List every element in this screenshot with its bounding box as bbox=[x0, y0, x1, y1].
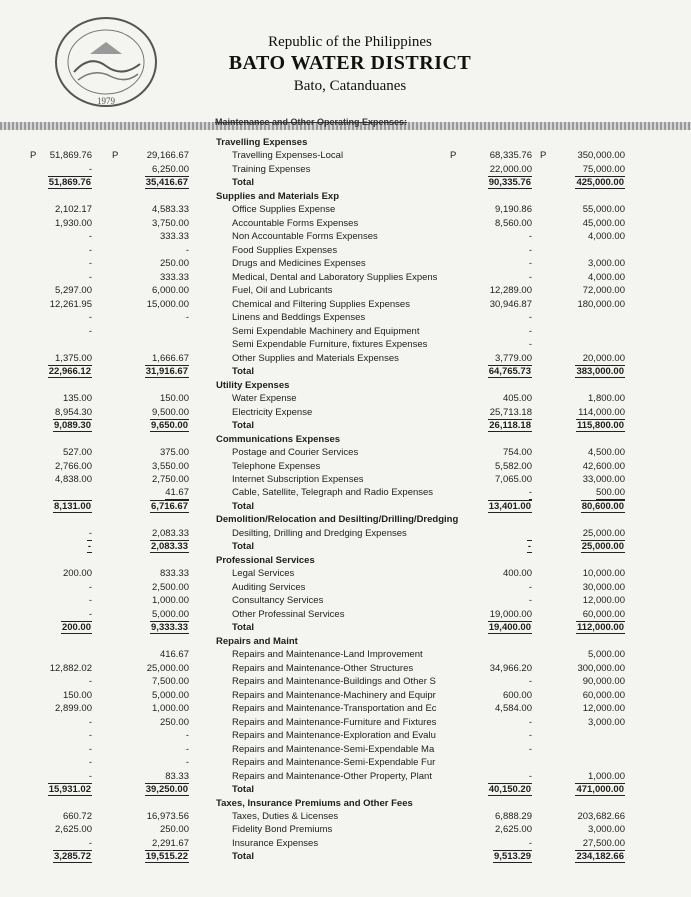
monthly-cell: 6,716.67 bbox=[151, 500, 188, 512]
category-heading-row bbox=[0, 136, 691, 149]
category-heading-row bbox=[0, 379, 691, 392]
budget-cell: 500.00 bbox=[595, 487, 625, 499]
budget-cell: 25,000.00 bbox=[581, 541, 624, 553]
table-row bbox=[0, 608, 691, 621]
actual-current-cell: 90,335.76 bbox=[488, 177, 531, 189]
actual-current-cell: 13,401.00 bbox=[488, 500, 531, 512]
actual-prior-cell: - bbox=[88, 527, 92, 539]
expense-label: Repairs and Maintenance-Furniture and Fixtures bbox=[232, 716, 437, 728]
table-row bbox=[0, 217, 691, 230]
budget-cell: 115,800.00 bbox=[576, 420, 624, 432]
budget-cell: 4,000.00 bbox=[588, 231, 625, 243]
actual-current-cell: 40,150.20 bbox=[488, 784, 531, 796]
actual-prior-cell: 51,869.76 bbox=[48, 177, 91, 189]
actual-prior-cell: - bbox=[88, 608, 92, 620]
category-heading: Taxes, Insurance Premiums and Other Fees bbox=[216, 797, 413, 809]
expense-label: Total bbox=[232, 784, 254, 796]
expense-label: Repairs and Maintenance-Buildings and Other S bbox=[232, 676, 436, 688]
table-row bbox=[0, 527, 691, 540]
monthly-cell: 250.00 bbox=[159, 824, 189, 836]
monthly-cell: 19,515.22 bbox=[145, 851, 188, 863]
budget-cell: 5,000.00 bbox=[588, 649, 625, 661]
expense-label: Other Supplies and Materials Expenses bbox=[232, 352, 399, 364]
actual-prior-cell: 3,285.72 bbox=[54, 851, 91, 863]
actual-current-cell: 19,400.00 bbox=[488, 622, 531, 634]
monthly-cell: 6,000.00 bbox=[152, 285, 189, 297]
monthly-cell: 1,000.00 bbox=[152, 595, 189, 607]
expense-label: Travelling Expenses-Local bbox=[232, 150, 344, 162]
table-row bbox=[0, 716, 691, 729]
table-row bbox=[0, 257, 691, 270]
expense-label: Total bbox=[232, 420, 254, 432]
monthly-cell: 15,000.00 bbox=[146, 298, 189, 310]
monthly-cell: 250.00 bbox=[159, 716, 189, 728]
actual-prior-cell: 200.00 bbox=[62, 568, 92, 580]
actual-current-cell: 34,966.20 bbox=[489, 662, 532, 674]
expense-label: Repairs and Maintenance-Semi-Expendable Ma bbox=[232, 743, 435, 755]
budget-cell: 25,000.00 bbox=[582, 527, 625, 539]
table-row bbox=[0, 203, 691, 216]
table-row bbox=[0, 743, 691, 756]
actual-prior-cell: - bbox=[88, 757, 92, 769]
actual-prior-cell: 8,954.30 bbox=[55, 406, 92, 418]
actual-prior-cell: - bbox=[88, 595, 92, 607]
budget-cell: 425,000.00 bbox=[576, 177, 624, 189]
actual-prior-cell: 12,261.95 bbox=[49, 298, 92, 310]
actual-current-cell: - bbox=[528, 595, 532, 607]
actual-prior-cell: - bbox=[88, 730, 92, 742]
category-heading-row bbox=[0, 635, 691, 648]
monthly-cell: - bbox=[185, 757, 189, 769]
actual-current-cell: - bbox=[528, 581, 532, 593]
monthly-cell: 2,083.33 bbox=[151, 541, 188, 553]
budget-cell: 3,000.00 bbox=[588, 716, 625, 728]
budget-cell: 10,000.00 bbox=[582, 568, 625, 580]
actual-prior-cell: 22,966.12 bbox=[48, 366, 91, 378]
expense-label: Telephone Expenses bbox=[232, 460, 321, 472]
category-heading: Travelling Expenses bbox=[216, 137, 308, 148]
actual-prior-cell: 12,882.02 bbox=[49, 662, 92, 674]
category-heading: Repairs and Maint bbox=[216, 635, 298, 647]
actual-current-cell: 8,560.00 bbox=[495, 217, 532, 229]
expense-label: Total bbox=[232, 177, 254, 189]
expense-label: Fidelity Bond Premiums bbox=[232, 824, 333, 836]
monthly-cell: 1,666.67 bbox=[152, 352, 189, 364]
category-heading-row bbox=[0, 190, 691, 203]
actual-current-cell: 25,713.18 bbox=[489, 406, 532, 418]
actual-current-cell: - bbox=[528, 244, 532, 256]
monthly-cell: 4,583.33 bbox=[152, 204, 189, 216]
expense-label: Training Expenses bbox=[232, 163, 311, 175]
total-row bbox=[0, 621, 691, 634]
actual-current-cell: 64,765.73 bbox=[488, 366, 531, 378]
monthly-cell: 5,000.00 bbox=[152, 689, 189, 701]
budget-cell: 55,000.00 bbox=[582, 204, 625, 216]
table-row bbox=[0, 244, 691, 257]
actual-current-cell: - bbox=[528, 339, 532, 351]
actual-current-cell: 2,625.00 bbox=[495, 824, 532, 836]
expense-label: Repairs and Maintenance-Other Property, Plant bbox=[232, 770, 432, 782]
table-row bbox=[0, 702, 691, 715]
total-row bbox=[0, 540, 691, 553]
budget-cell: 30,000.00 bbox=[582, 581, 625, 593]
table-row bbox=[0, 756, 691, 769]
table-row bbox=[0, 284, 691, 297]
monthly-cell: 333.33 bbox=[159, 271, 189, 283]
actual-prior-cell: - bbox=[88, 716, 92, 728]
budget-cell: 471,000.00 bbox=[576, 784, 624, 796]
expense-label: Total bbox=[232, 541, 254, 553]
category-heading: Utility Expenses bbox=[216, 379, 290, 391]
expense-label: Other Professinal Services bbox=[232, 608, 345, 620]
actual-prior-cell: 9,089.30 bbox=[54, 420, 91, 432]
total-row bbox=[0, 419, 691, 432]
category-heading-row bbox=[0, 554, 691, 567]
monthly-cell: 9,333.33 bbox=[151, 622, 188, 634]
monthly-cell: 16,973.56 bbox=[146, 811, 189, 822]
budget-cell: 112,000.00 bbox=[576, 622, 624, 634]
budget-cell: 12,000.00 bbox=[582, 595, 625, 607]
actual-current-cell: 68,335.76 bbox=[489, 150, 532, 162]
actual-current-cell: - bbox=[528, 487, 532, 499]
peso-sign: P bbox=[30, 150, 37, 162]
expense-label: Cable, Satellite, Telegraph and Radio Expenses bbox=[232, 487, 434, 499]
expense-label: Auditing Services bbox=[232, 581, 306, 593]
expense-label: Taxes, Duties & Licenses bbox=[232, 811, 339, 822]
expense-label: Fuel, Oil and Lubricants bbox=[232, 285, 333, 297]
actual-current-cell: 30,946.87 bbox=[489, 298, 532, 310]
expense-label: Semi Expendable Furniture, fixtures Expenses bbox=[232, 339, 428, 351]
monthly-cell: 2,291.67 bbox=[152, 837, 189, 849]
budget-cell: 203,682.66 bbox=[577, 811, 625, 822]
total-row bbox=[0, 365, 691, 378]
actual-current-cell: - bbox=[528, 730, 532, 742]
monthly-cell: - bbox=[185, 730, 189, 742]
actual-prior-cell: 2,899.00 bbox=[55, 703, 92, 715]
actual-current-cell: 754.00 bbox=[502, 447, 532, 459]
total-row bbox=[0, 850, 691, 863]
budget-cell: 60,000.00 bbox=[582, 608, 625, 620]
monthly-cell: 41.67 bbox=[165, 487, 189, 499]
table-row bbox=[0, 352, 691, 365]
table-row bbox=[0, 770, 691, 783]
expense-label: Insurance Expenses bbox=[232, 837, 319, 849]
category-heading: Communications Expenses bbox=[216, 433, 341, 445]
actual-current-cell: - bbox=[528, 231, 532, 243]
table-row bbox=[0, 473, 691, 486]
table-row bbox=[0, 446, 691, 459]
table-row bbox=[0, 271, 691, 284]
table-row bbox=[0, 689, 691, 702]
monthly-cell: 833.33 bbox=[159, 568, 189, 580]
table-row bbox=[0, 406, 691, 419]
monthly-cell: 9,650.00 bbox=[151, 420, 188, 432]
actual-prior-cell: - bbox=[88, 231, 92, 243]
actual-current-cell: 9,513.29 bbox=[494, 851, 531, 863]
monthly-cell: 150.00 bbox=[159, 393, 189, 405]
monthly-cell: 25,000.00 bbox=[146, 662, 189, 674]
actual-current-cell: 22,000.00 bbox=[489, 163, 532, 175]
expense-label: Repairs and Maintenance-Transportation and Ec bbox=[232, 703, 437, 715]
table-row bbox=[0, 675, 691, 688]
actual-prior-cell: 527.00 bbox=[62, 447, 92, 459]
actual-current-cell: 19,000.00 bbox=[489, 608, 532, 620]
expense-label: Consultancy Services bbox=[232, 595, 324, 607]
expense-label: Total bbox=[232, 851, 254, 863]
monthly-cell: 29,166.67 bbox=[146, 150, 189, 162]
monthly-cell: - bbox=[185, 244, 189, 256]
expense-label: Water Expense bbox=[232, 393, 297, 405]
expense-label: Legal Services bbox=[232, 568, 295, 580]
actual-prior-cell: 660.72 bbox=[62, 811, 92, 822]
monthly-cell: 7,500.00 bbox=[152, 676, 189, 688]
actual-prior-cell: 2,766.00 bbox=[55, 460, 92, 472]
actual-current-cell: - bbox=[527, 541, 531, 553]
budget-cell: 350,000.00 bbox=[577, 150, 625, 162]
monthly-cell: 1,000.00 bbox=[152, 703, 189, 715]
actual-current-cell: 4,584.00 bbox=[495, 703, 532, 715]
actual-prior-cell: - bbox=[87, 541, 91, 553]
budget-cell: 72,000.00 bbox=[582, 285, 625, 297]
actual-prior-cell: - bbox=[88, 163, 92, 175]
header-district-name: BATO WATER DISTRICT bbox=[228, 52, 472, 74]
budget-cell: 1,000.00 bbox=[588, 770, 625, 782]
expense-label: Repairs and Maintenance-Exploration and Evalu bbox=[232, 730, 436, 742]
actual-prior-cell: 5,297.00 bbox=[55, 285, 92, 297]
actual-current-cell: - bbox=[528, 676, 532, 688]
peso-sign: P bbox=[450, 150, 457, 162]
table-row bbox=[0, 810, 691, 823]
budget-cell: 4,000.00 bbox=[588, 271, 625, 283]
category-heading-row bbox=[0, 433, 691, 446]
table-row bbox=[0, 325, 691, 338]
budget-cell: 12,000.00 bbox=[582, 703, 625, 715]
monthly-cell: 31,916.67 bbox=[145, 366, 188, 378]
actual-prior-cell: - bbox=[88, 770, 92, 782]
budget-cell: 45,000.00 bbox=[582, 217, 625, 229]
monthly-cell: 9,500.00 bbox=[152, 406, 189, 418]
actual-prior-cell: 15,931.02 bbox=[48, 784, 91, 796]
table-row bbox=[0, 460, 691, 473]
total-row bbox=[0, 500, 691, 513]
category-heading: Demolition/Relocation and Desilting/Drilling/Dredging bbox=[216, 514, 459, 526]
monthly-cell: 83.33 bbox=[165, 770, 189, 782]
actual-prior-cell: - bbox=[88, 581, 92, 593]
expense-label: Linens and Beddings Expenses bbox=[232, 312, 366, 324]
actual-prior-cell: - bbox=[88, 244, 92, 256]
header-location: Bato, Catanduanes bbox=[293, 78, 407, 94]
budget-cell: 1,800.00 bbox=[588, 393, 625, 405]
monthly-cell: 3,550.00 bbox=[152, 460, 189, 472]
actual-prior-cell: 1,375.00 bbox=[55, 352, 92, 364]
expense-label: Non Accountable Forms Expenses bbox=[232, 231, 378, 243]
expense-label: Office Supplies Expense bbox=[232, 204, 336, 216]
actual-prior-cell: 2,625.00 bbox=[55, 824, 92, 836]
actual-prior-cell: 2,102.17 bbox=[55, 204, 92, 216]
expense-label: Total bbox=[232, 500, 254, 512]
table-row bbox=[0, 729, 691, 742]
table-row bbox=[0, 567, 691, 580]
expense-label: Total bbox=[232, 622, 254, 634]
budget-cell: 300,000.00 bbox=[577, 662, 625, 674]
table-row bbox=[0, 486, 691, 499]
table-row bbox=[0, 823, 691, 836]
table-row bbox=[0, 837, 691, 850]
actual-current-cell: 400.00 bbox=[502, 568, 532, 580]
table-row bbox=[0, 298, 691, 311]
monthly-cell: 375.00 bbox=[159, 447, 189, 459]
monthly-cell: 2,500.00 bbox=[152, 581, 189, 593]
peso-sign: P bbox=[540, 150, 547, 162]
expense-label: Electricity Expense bbox=[232, 406, 313, 418]
expense-label: Postage and Courier Services bbox=[232, 447, 359, 459]
monthly-cell: 333.33 bbox=[159, 231, 189, 243]
svg-text:1979: 1979 bbox=[97, 96, 115, 106]
actual-current-cell: 7,065.00 bbox=[495, 474, 532, 485]
category-heading-row bbox=[0, 797, 691, 810]
budget-cell: 234,182.66 bbox=[576, 851, 624, 863]
monthly-cell: 2,750.00 bbox=[152, 474, 189, 485]
monthly-cell: 416.67 bbox=[159, 649, 189, 661]
actual-prior-cell: 200.00 bbox=[61, 622, 91, 634]
table-row bbox=[0, 648, 691, 661]
expense-label: Repairs and Maintenance-Semi-Expendable Fur bbox=[232, 757, 436, 769]
category-heading-row bbox=[0, 513, 691, 526]
budget-cell: 33,000.00 bbox=[582, 474, 625, 485]
actual-prior-cell: 8,131.00 bbox=[54, 500, 91, 512]
actual-current-cell: - bbox=[528, 271, 532, 283]
actual-current-cell: - bbox=[528, 716, 532, 728]
actual-prior-cell: 1,930.00 bbox=[55, 217, 92, 229]
budget-cell: 114,000.00 bbox=[578, 406, 625, 418]
budget-cell: 383,000.00 bbox=[576, 366, 624, 378]
table-row bbox=[0, 581, 691, 594]
expense-label: Repairs and Maintenance-Land Improvement bbox=[232, 649, 423, 661]
table-row bbox=[0, 662, 691, 675]
monthly-cell: 2,083.33 bbox=[152, 527, 189, 539]
actual-prior-cell: - bbox=[88, 312, 92, 324]
expense-label: Repairs and Maintenance-Machinery and Equipr bbox=[232, 689, 436, 701]
category-heading: Professional Services bbox=[216, 554, 315, 566]
total-row bbox=[0, 176, 691, 189]
monthly-cell: 35,416.67 bbox=[145, 177, 188, 189]
table-row bbox=[0, 594, 691, 607]
table-row bbox=[0, 149, 691, 162]
table-row bbox=[0, 163, 691, 176]
expense-label: Repairs and Maintenance-Other Structures bbox=[232, 662, 414, 674]
actual-prior-cell: 150.00 bbox=[62, 689, 92, 701]
budget-cell: 42,600.00 bbox=[582, 460, 625, 472]
actual-current-cell: - bbox=[528, 837, 532, 849]
monthly-cell: 3,750.00 bbox=[152, 217, 189, 229]
expense-label: Semi Expendable Machinery and Equipment bbox=[232, 325, 420, 337]
section-title: Maintenance and Other Operating Expenses: bbox=[215, 117, 408, 127]
actual-prior-cell: - bbox=[88, 837, 92, 849]
district-seal-logo bbox=[50, 14, 162, 110]
expense-label: Chemical and Filtering Supplies Expenses bbox=[232, 298, 410, 310]
table-row bbox=[0, 230, 691, 243]
actual-current-cell: - bbox=[528, 258, 532, 270]
actual-current-cell: 600.00 bbox=[502, 689, 532, 701]
total-row bbox=[0, 783, 691, 796]
actual-prior-cell: 4,838.00 bbox=[55, 474, 92, 485]
monthly-cell: 5,000.00 bbox=[152, 608, 189, 620]
expense-label: Drugs and Medicines Expenses bbox=[232, 258, 366, 270]
table-row bbox=[0, 311, 691, 324]
expense-label: Internet Subscription Expenses bbox=[232, 474, 364, 485]
monthly-cell: 250.00 bbox=[159, 258, 189, 270]
actual-current-cell: - bbox=[528, 770, 532, 782]
actual-current-cell: - bbox=[528, 312, 532, 324]
actual-prior-cell: 135.00 bbox=[62, 393, 92, 405]
expense-label: Accountable Forms Expenses bbox=[232, 217, 359, 229]
budget-cell: 27,500.00 bbox=[582, 837, 625, 849]
actual-prior-cell: - bbox=[88, 743, 92, 755]
actual-prior-cell: - bbox=[88, 258, 92, 270]
budget-cell: 75,000.00 bbox=[582, 163, 625, 175]
monthly-cell: 6,250.00 bbox=[152, 163, 189, 175]
budget-cell: 80,600.00 bbox=[581, 500, 624, 512]
table-row bbox=[0, 338, 691, 351]
actual-prior-cell: - bbox=[88, 325, 92, 337]
monthly-cell: 39,250.00 bbox=[145, 784, 188, 796]
monthly-cell: - bbox=[185, 312, 189, 324]
expense-label: Desilting, Drilling and Dredging Expenses bbox=[232, 527, 407, 539]
expense-label: Total bbox=[232, 366, 254, 378]
expense-label: Food Supplies Expenses bbox=[232, 244, 338, 256]
monthly-cell: - bbox=[185, 743, 189, 755]
budget-cell: 90,000.00 bbox=[582, 676, 625, 688]
actual-current-cell: 5,582.00 bbox=[495, 460, 532, 472]
actual-prior-cell: 51,869.76 bbox=[49, 150, 92, 162]
header-republic: Republic of the Philippines bbox=[268, 34, 432, 50]
table-row bbox=[0, 392, 691, 405]
actual-current-cell: - bbox=[528, 325, 532, 337]
budget-cell: 3,000.00 bbox=[588, 258, 625, 270]
budget-cell: 4,500.00 bbox=[588, 447, 625, 459]
actual-current-cell: 26,118.18 bbox=[489, 420, 531, 432]
budget-cell: 3,000.00 bbox=[588, 824, 625, 836]
actual-prior-cell: - bbox=[88, 676, 92, 688]
peso-sign: P bbox=[112, 150, 119, 162]
category-heading: Supplies and Materials Exp bbox=[216, 190, 340, 202]
actual-current-cell: 12,289.00 bbox=[489, 285, 532, 297]
budget-cell: 180,000.00 bbox=[577, 298, 625, 310]
actual-current-cell: - bbox=[528, 743, 532, 755]
actual-prior-cell: - bbox=[88, 271, 92, 283]
actual-current-cell: 9,190.86 bbox=[495, 204, 532, 216]
actual-current-cell: 405.00 bbox=[502, 393, 532, 405]
budget-cell: 20,000.00 bbox=[582, 352, 625, 364]
expense-label: Medical, Dental and Laboratory Supplies Expens bbox=[232, 271, 438, 283]
actual-current-cell: 6,888.29 bbox=[495, 811, 532, 822]
budget-cell: 60,000.00 bbox=[582, 689, 625, 701]
actual-current-cell: 3,779.00 bbox=[495, 352, 532, 364]
